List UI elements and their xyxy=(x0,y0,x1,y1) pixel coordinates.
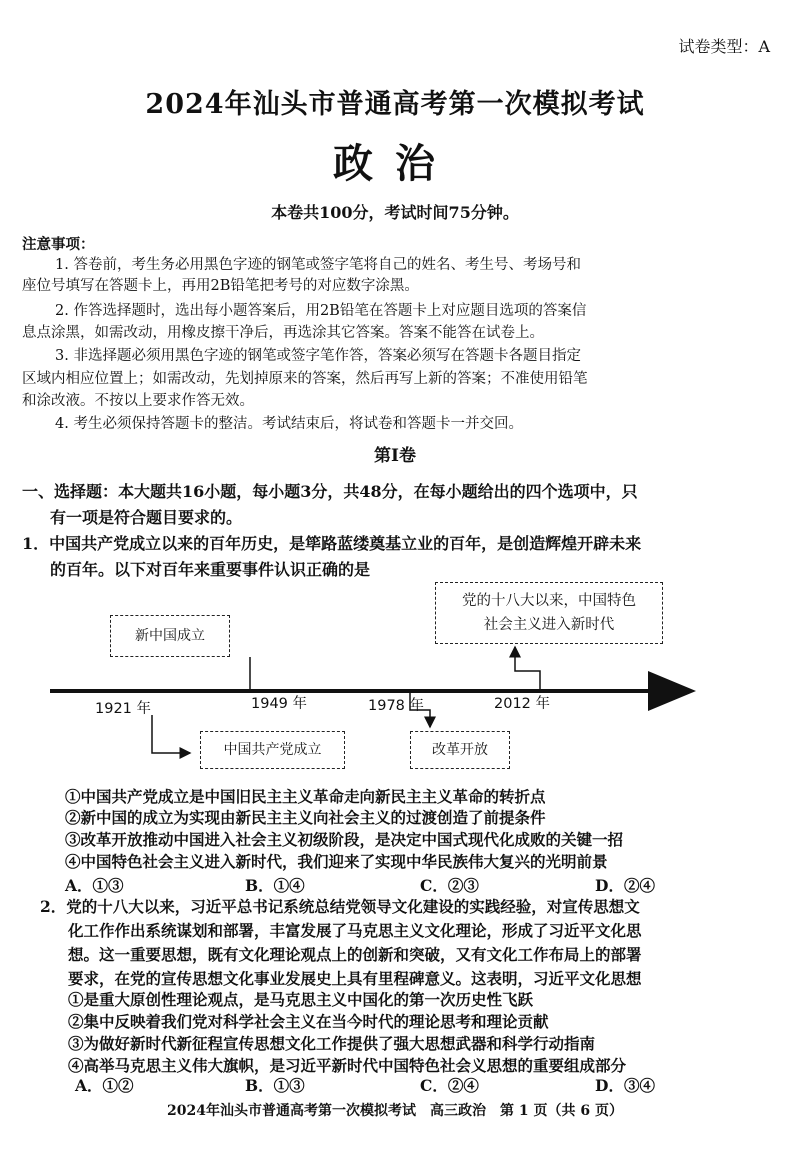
connector-2012 xyxy=(515,647,540,689)
page-footer: 2024年汕头市普通高考第一次模拟考试 高三政治 第 1 页（共 6 页） xyxy=(167,1103,623,1119)
year-label: 1949 年 xyxy=(251,696,308,712)
paper-type: 试卷类型：A xyxy=(678,37,770,56)
year-label: 1978 年 xyxy=(368,698,425,714)
notice-line: 2. 作答选择题时，选出每小题答案后，用2B铅笔在答题卡上对应题目选项的答案信 xyxy=(55,303,587,319)
q2-statement: ②集中反映着我们党对科学社会主义在当今时代的理论思考和理论贡献 xyxy=(68,1012,549,1031)
q2-option-a: A．①② xyxy=(75,1076,134,1095)
q1-option-c: C．②③ xyxy=(420,876,479,895)
q1-stem: 1．中国共产党成立以来的百年历史，是筚路蓝缕奠基立业的百年，是创造辉煌开辟未来 xyxy=(22,534,642,553)
exam-title: 2024年汕头市普通高考第一次模拟考试 xyxy=(145,89,645,120)
year-label: 2012 年 xyxy=(494,696,551,712)
event-reform: 改革开放 xyxy=(410,731,510,769)
q2-statement: ④高举马克思主义伟大旗帜，是习近平新时代中国特色社会义思想的重要组成部分 xyxy=(68,1056,627,1075)
subject-title: 政治 xyxy=(333,140,457,187)
q1-statement: ④中国特色社会主义进入新时代，我们迎来了实现中华民族伟大复兴的光明前景 xyxy=(65,852,608,871)
part-heading: 第Ⅰ卷 xyxy=(374,446,416,466)
q2-statement: ①是重大原创性理论观点，是马克思主义中国化的第一次历史性飞跃 xyxy=(68,990,534,1009)
event-new-china: 新中国成立 xyxy=(110,615,230,657)
q2-option-b: B．①③ xyxy=(245,1076,305,1095)
q1-option-b: B．①④ xyxy=(245,876,305,895)
notice-line: 区域内相应位置上；如需改动，先划掉原来的答案，然后再写上新的答案；不准使用铅笔 xyxy=(22,371,588,387)
q1-stem: 的百年。以下对百年来重要事件认识正确的是 xyxy=(50,560,371,579)
q2-option-c: C．②④ xyxy=(420,1076,479,1095)
q1-option-a: A．①③ xyxy=(65,876,124,895)
year-label: 1921 年 xyxy=(95,701,152,717)
q2-stem: 化工作作出系统谋划和部署，丰富发展了马克思主义文化理论，形成了习近平文化思 xyxy=(68,921,642,940)
notice-line: 息点涂黑，如需改动，用橡皮擦干净后，再选涂其它答案。答案不能答在试卷上。 xyxy=(22,325,544,341)
notice-line: 1. 答卷前，考生务必用黑色字迹的钢笔或签字笔将自己的姓名、考生号、考场号和 xyxy=(55,257,581,273)
q1-statement: ③改革开放推动中国进入社会主义初级阶段，是决定中国式现代化成败的关键一招 xyxy=(65,830,624,849)
q1-statement: ①中国共产党成立是中国旧民主主义革命走向新民主主义革命的转折点 xyxy=(65,787,546,806)
q1-statement: ②新中国的成立为实现由新民主主义向社会主义的过渡创造了前提条件 xyxy=(65,808,546,827)
section-instruction: 有一项是符合题目要求的。 xyxy=(50,508,243,527)
q2-statement: ③为做好新时代新征程宣传思想文化工作提供了强大思想武器和科学行动指南 xyxy=(68,1034,596,1053)
notice-heading: 注意事项： xyxy=(22,236,95,253)
timeline-diagram xyxy=(0,575,790,775)
event-cpc-founded: 中国共产党成立 xyxy=(200,731,345,769)
q2-option-d: D．③④ xyxy=(595,1076,655,1095)
q2-stem: 2．党的十八大以来，习近平总书记系统总结党领导文化建设的实践经验，对宣传思想文 xyxy=(40,897,640,916)
q2-stem: 想。这一重要思想，既有文化理论观点上的创新和突破，又有文化工作布局上的部署 xyxy=(68,945,642,964)
exam-info: 本卷共100分，考试时间75分钟。 xyxy=(271,203,519,222)
section-instruction: 一、选择题：本大题共16小题，每小题3分，共48分，在每小题给出的四个选项中，只 xyxy=(22,482,638,501)
notice-line: 座位号填写在答题卡上，再用2B铅笔把考号的对应数字涂黑。 xyxy=(22,278,419,294)
notice-line: 和涂改液。不按以上要求作答无效。 xyxy=(22,393,254,409)
q1-option-d: D．②④ xyxy=(595,876,655,895)
connector-1921 xyxy=(152,715,190,753)
notice-line: 3. 非选择题必须用黑色字迹的钢笔或签字笔作答，答案必须写在答题卡各题目指定 xyxy=(55,348,581,364)
notice-line: 4. 考生必须保持答题卡的整洁。考试结束后，将试卷和答题卡一并交回。 xyxy=(55,416,523,432)
event-new-era: 党的十八大以来，中国特色 社会主义进入新时代 xyxy=(435,582,663,644)
q2-stem: 要求，在党的宣传思想文化事业发展史上具有里程碑意义。这表明，习近平文化思想 xyxy=(68,969,642,988)
